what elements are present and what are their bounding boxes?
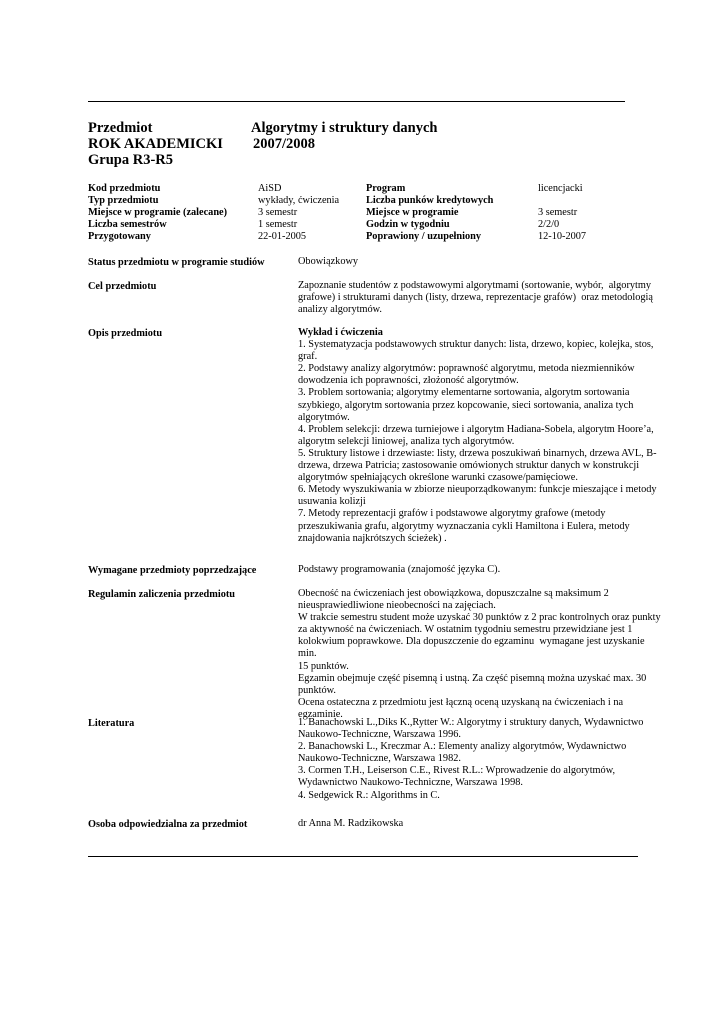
text-line: szybkiego, algorytm sortowania przez kopcowanie, sieci sortowania, analiza tych — [298, 399, 634, 411]
text-line: grafowe) i strukturami danych (listy, drzewa, reprezentacje grafów) oraz metodologią — [298, 292, 653, 304]
text-line: 1. Banachowski L.,Diks K.,Rytter W.: Algorytmy i struktury danych, Wydawnictwo — [298, 717, 644, 728]
text-line: kolokwium poprawkowe. Dla dopuszczenie do egzaminu wymagane jest uzyskanie min. — [298, 636, 648, 660]
subject-title: Algorytmy i struktury danych — [251, 120, 438, 136]
text-line: analizy algorytmów. — [298, 304, 382, 316]
text-line: za aktywność na ćwiczeniach. W ostatnim tygodniu semestru przewidziane jest 1 — [298, 624, 633, 636]
text-line: znajdowania najkrótszych ścieżek) . — [298, 532, 447, 544]
text-line: Egzamin obejmuje część pisemną i ustną. Za część pisemną można uzyskać max. 30 — [298, 672, 647, 684]
text-line: 4. Sedgewick R.: Algorithms in C. — [298, 789, 440, 801]
text-line: 15 punktów. — [298, 660, 349, 672]
text-line: Ocena ostateczna z przedmiotu jest łączną oceną uzyskaną na ćwiczeniach i na — [298, 696, 624, 708]
info-value: wykłady, ćwiczenia — [258, 195, 340, 206]
text-line: usuwania kolizji — [298, 496, 366, 508]
text-line: algorytmów. — [298, 411, 350, 423]
text-line: 3. Cormen T.H., Leiserson C.E., Rivest R.L.: Wprowadzenie do algorytmów, — [298, 765, 616, 777]
description-lines — [298, 339, 664, 545]
info-label: Program — [366, 183, 406, 194]
goal-body — [298, 280, 664, 316]
info-value: licencjacki — [538, 183, 583, 194]
info-value: AiSD — [258, 183, 282, 194]
text-line: algorytmów spełniających określone warunki czasowe/pamięciowe. — [298, 472, 578, 484]
info-label: Miejsce w programie (zalecane) — [88, 207, 228, 218]
top-divider — [88, 101, 625, 102]
text-line: Zapoznanie studentów z podstawowymi algorytmami (sortowanie, wybór, algorytmy — [298, 280, 652, 291]
status-body — [298, 256, 664, 268]
info-value: 3 semestr — [538, 207, 578, 218]
bottom-divider — [88, 856, 638, 857]
text-line: 3. Problem sortowania; algorytmy elementarne sortowania, algorytm sortowania — [298, 387, 630, 399]
text-line: nieusprawiedliwione nieobecności na zajęciach. — [298, 600, 496, 612]
text-line: 6. Metody wyszukiwania w zbiorze nieuporządkowanym: funkcje mieszające i metody — [298, 484, 657, 496]
text-line: Wydawnictwo Naukowo-Techniczne, Warszawa 1998. — [298, 777, 523, 789]
status-label: Status przedmiotu w programie studiów — [88, 257, 265, 268]
text-line: dowodzenia ich poprawności, złożoność algorytmów. — [298, 375, 519, 387]
info-value: 3 semestr — [258, 207, 298, 218]
text-line: egzaminie. — [298, 708, 343, 720]
info-value: 2/2/0 — [538, 219, 560, 230]
group-label: Grupa R3-R5 — [88, 152, 173, 168]
literature-label: Literatura — [88, 718, 135, 729]
academic-year-value: 2007/2008 — [253, 136, 316, 152]
info-value: 12-10-2007 — [538, 231, 587, 242]
text-line: przeszukiwania grafu, algorytmy wyznaczania cykli Hamiltona i Eulera, metody — [298, 520, 630, 532]
rules-body — [298, 588, 664, 721]
text-line: Podstawy programowania (znajomość języka C). — [298, 564, 501, 575]
description-subtitle: Wykład i ćwiczenia — [298, 327, 383, 338]
info-label: Poprawiony / uzupełniony — [366, 231, 482, 242]
prerequisites-body — [298, 564, 664, 576]
info-label: Liczba semestrów — [88, 219, 167, 230]
text-line: 1. Systematyzacja podstawowych struktur danych: lista, drzewo, kopiec, kolejka, stos, — [298, 339, 654, 351]
text-line: Obowiązkowy — [298, 256, 359, 267]
info-value: 22-01-2005 — [258, 231, 307, 242]
text-line: W trakcie semestru student może uzyskać 30 punktów z 2 prac kontrolnych oraz punkty — [298, 612, 661, 624]
text-line: 2. Banachowski L., Kreczmar A.: Elementy analizy algorytmów, Wydawnictwo — [298, 741, 627, 753]
info-label: Miejsce w programie — [366, 207, 459, 218]
text-line: Naukowo-Techniczne, Warszawa 1996. — [298, 729, 461, 741]
text-line: graf. — [298, 351, 318, 363]
text-line: Obecność na ćwiczeniach jest obowiązkowa, dopuszczalne są maksimum 2 — [298, 588, 609, 599]
academic-year-label: ROK AKADEMICKI — [88, 136, 223, 152]
text-line: 5. Struktury listowe i drzewiaste: listy, drzewa poszukiwań binarnych, drzewa AVL, B- — [298, 447, 657, 459]
subject-label: Przedmiot — [88, 120, 153, 136]
text-line: 4. Problem selekcji: drzewa turniejowe i algorytm Hadiana-Sobela, algorytm Hoore’a, — [298, 423, 654, 435]
text-line: 2. Podstawy analizy algorytmów: poprawność algorytmu, metoda niezmienników — [298, 363, 635, 375]
rules-label: Regulamin zaliczenia przedmiotu — [88, 589, 235, 600]
info-label: Typ przedmiotu — [88, 195, 159, 206]
text-line: Naukowo-Techniczne, Warszawa 1982. — [298, 753, 461, 765]
goal-label: Cel przedmiotu — [88, 281, 157, 292]
info-label: Godzin w tygodniu — [366, 219, 450, 230]
literature-body — [298, 717, 664, 802]
text-line: dr Anna M. Radzikowska — [298, 818, 404, 829]
responsible-label: Osoba odpowiedzialna za przedmiot — [88, 819, 248, 830]
responsible-body — [298, 818, 664, 830]
info-label: Kod przedmiotu — [88, 183, 161, 194]
text-line: 7. Metody reprezentacji grafów i podstawowe algorytmy grafowe (metody — [298, 508, 606, 520]
text-line: algorytm selekcji liniowej, analiza tych algorytmów. — [298, 435, 515, 447]
text-line: punktów. — [298, 684, 336, 696]
info-value: 1 semestr — [258, 219, 298, 230]
text-line: drzewa, drzewa Patricia; zastosowanie omówionych struktur danych w konstrukcji — [298, 460, 640, 472]
description-body — [298, 327, 664, 545]
info-label: Liczba punków kredytowych — [366, 195, 494, 206]
description-label: Opis przedmiotu — [88, 328, 163, 339]
prerequisites-label: Wymagane przedmioty poprzedzające — [88, 565, 257, 576]
info-label: Przygotowany — [88, 231, 151, 242]
